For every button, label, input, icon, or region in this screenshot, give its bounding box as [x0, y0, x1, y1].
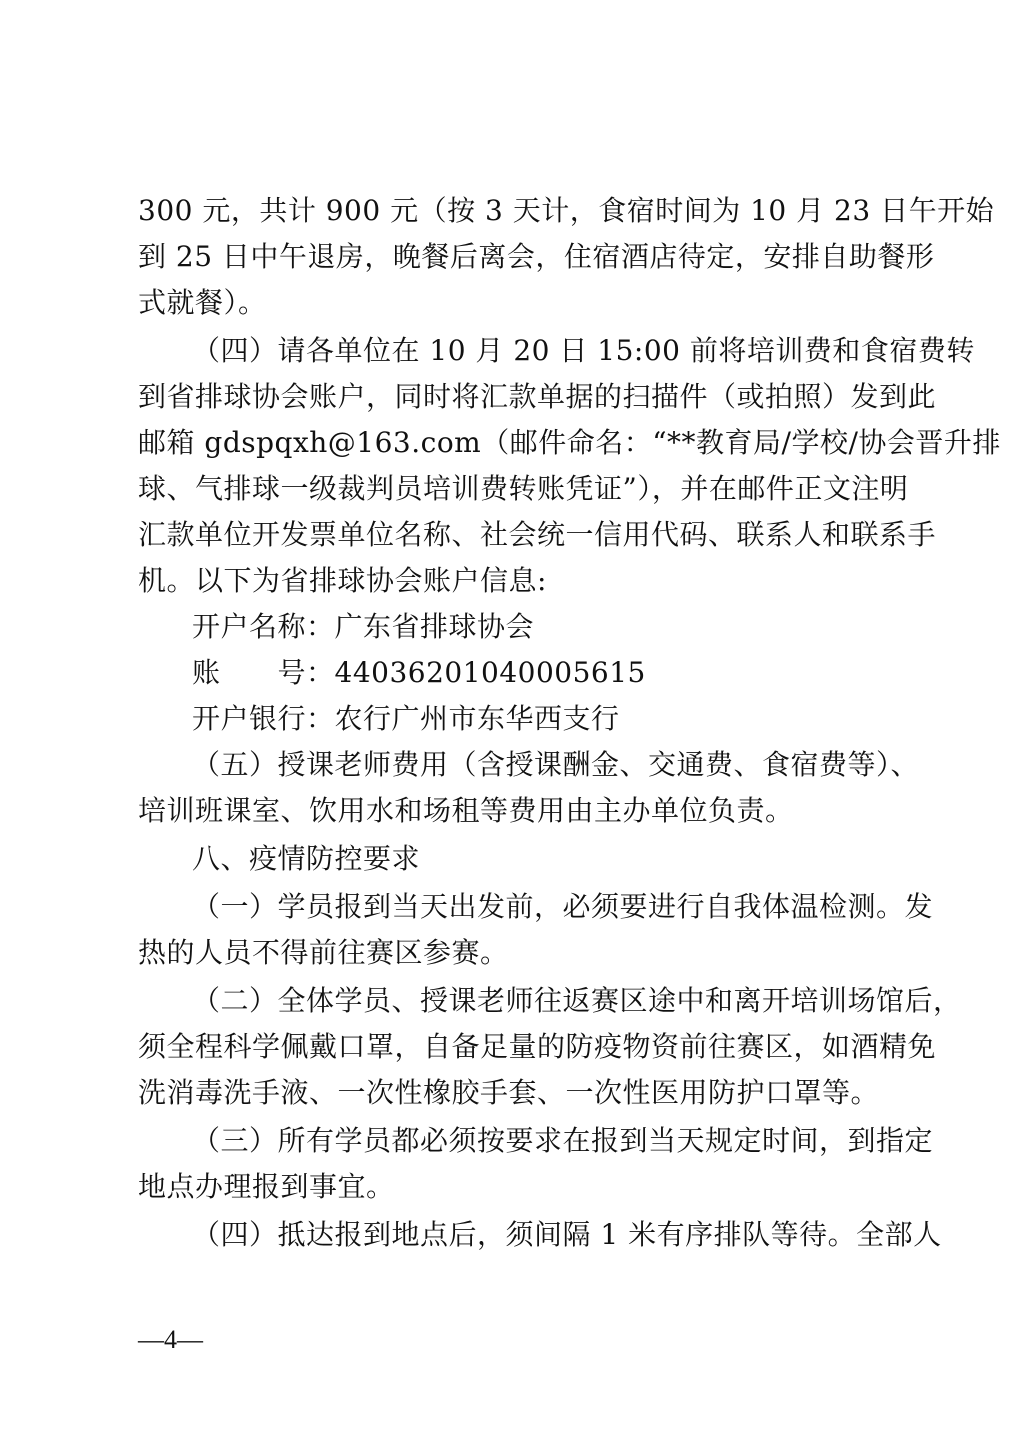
text-line: 洗消毒洗手液、一次性橡胶手套、一次性医用防护口罩等。 — [138, 1076, 880, 1109]
text-line: 到 25 日中午退房，晚餐后离会，住宿酒店待定，安排自助餐形 — [138, 240, 935, 273]
text-line: 邮箱 gdspqxh@163.com（邮件命名：“**教育局/学校/协会晋升排 — [138, 426, 1001, 459]
text-line: （一）学员报到当天出发前，必须要进行自我体温检测。发 — [192, 890, 934, 923]
text-line: 热的人员不得前往赛区参赛。 — [138, 936, 509, 969]
text-line: 须全程科学佩戴口罩，自备足量的防疫物资前往赛区，如酒精免 — [138, 1030, 937, 1063]
text-line: 300 元，共计 900 元（按 3 天计，食宿时间为 10 月 23 日午开始 — [138, 194, 995, 227]
text-line: （二）全体学员、授课老师往返赛区途中和离开培训场馆后， — [192, 984, 962, 1017]
account-number-line: 账 号：44036201040005615 — [192, 656, 646, 689]
text-line: 式就餐）。 — [138, 286, 267, 319]
text-line: （四）抵达报到地点后，须间隔 1 米有序排队等待。全部人 — [192, 1218, 942, 1251]
account-name-line: 开户名称：广东省排球协会 — [192, 610, 535, 643]
text-line: 机。以下为省排球协会账户信息: — [138, 564, 547, 597]
text-line: （五）授课老师费用（含授课酬金、交通费、食宿费等）、 — [192, 748, 920, 781]
bank-line: 开户银行：农行广州市东华西支行 — [192, 702, 620, 735]
text-line: 汇款单位开发票单位名称、社会统一信用代码、联系人和联系手 — [138, 518, 937, 551]
text-line: （四）请各单位在 10 月 20 日 15:00 前将培训费和食宿费转 — [192, 334, 975, 367]
page-number: —4— — [138, 1325, 203, 1354]
text-line: 球、气排球一级裁判员培训费转账凭证”），并在邮件正文注明 — [138, 472, 909, 505]
section-heading: 八、疫情防控要求 — [192, 842, 421, 875]
text-line: 培训班课室、饮用水和场租等费用由主办单位负责。 — [138, 794, 794, 827]
text-line: （三）所有学员都必须按要求在报到当天规定时间，到指定 — [192, 1124, 934, 1157]
text-line: 到省排球协会账户，同时将汇款单据的扫描件（或拍照）发到此 — [138, 380, 937, 413]
text-line: 地点办理报到事宜。 — [138, 1170, 395, 1203]
